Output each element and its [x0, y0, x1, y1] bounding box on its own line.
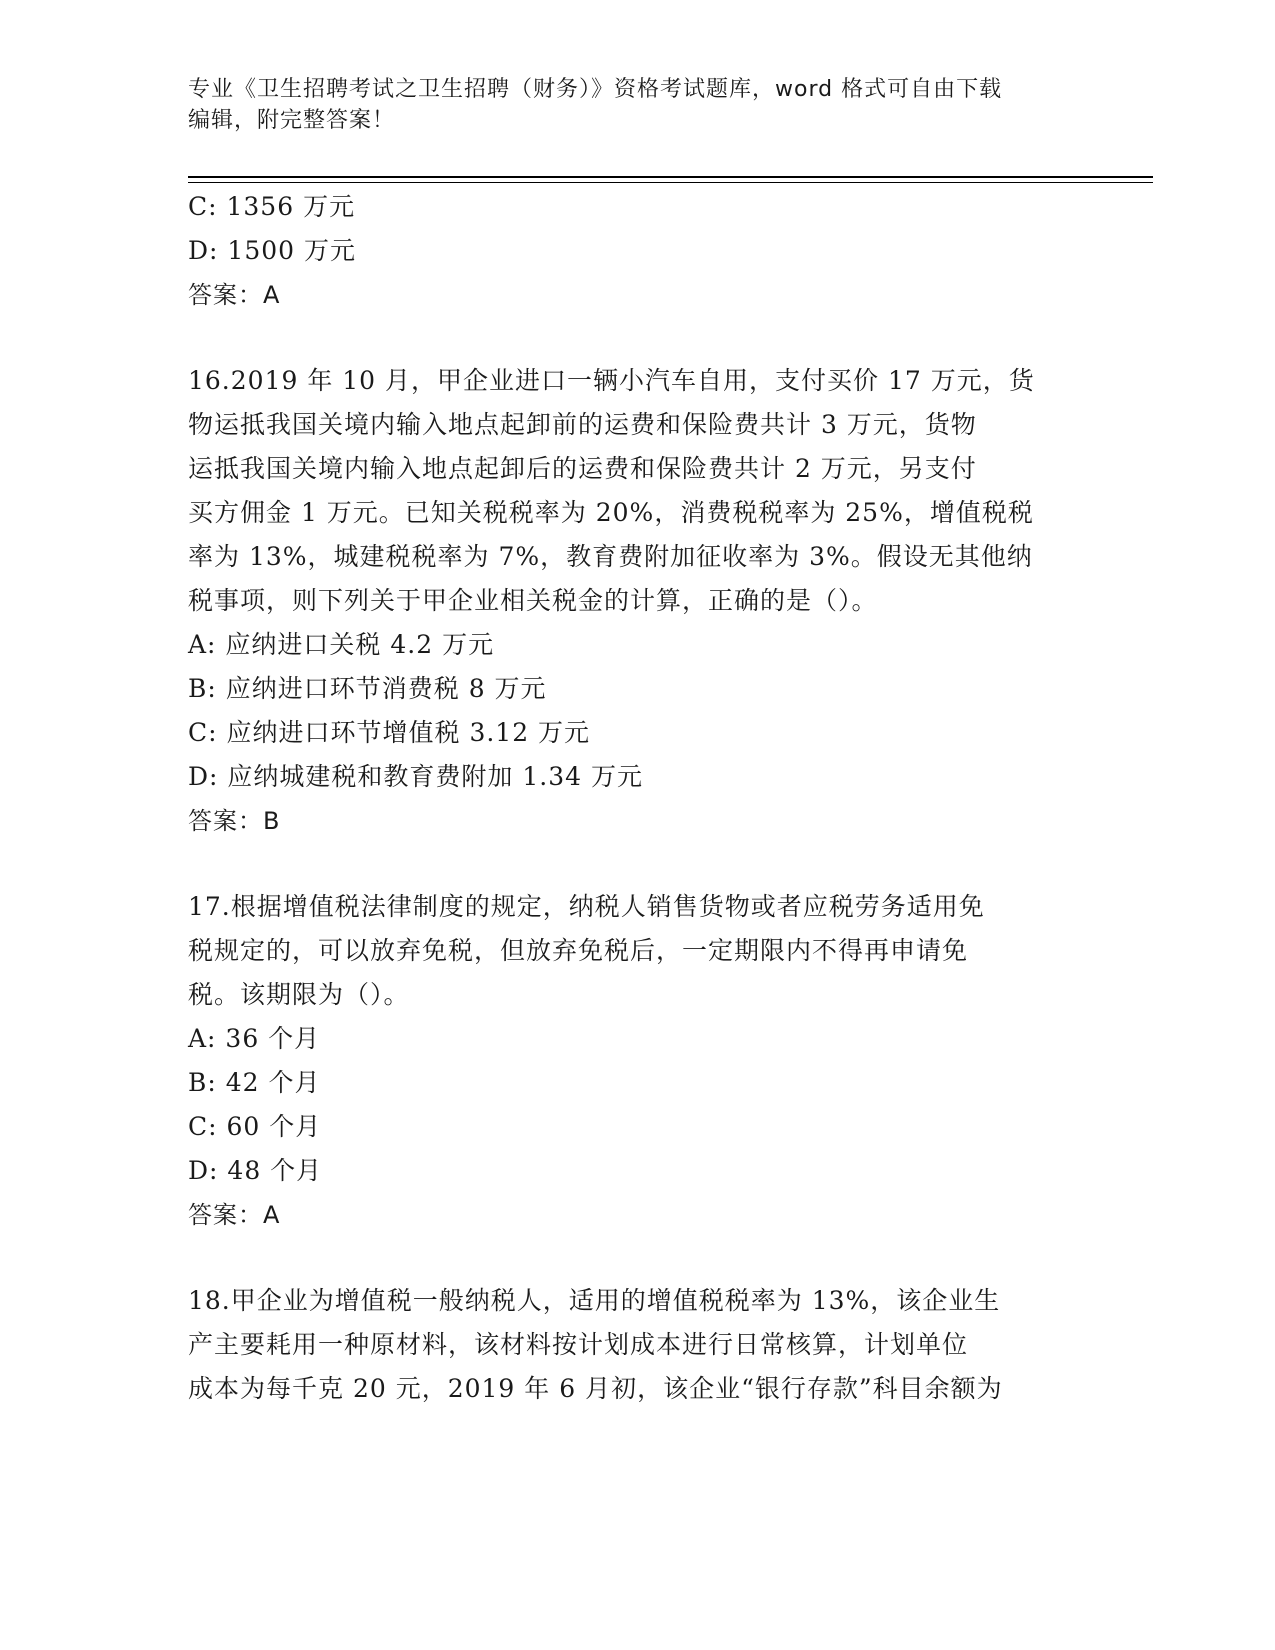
q17-option-d: D: 48 个月	[188, 1156, 323, 1185]
q16-line: 物运抵我国关境内输入地点起卸前的运费和保险费共计 3 万元，货物	[188, 410, 977, 439]
q16-option-b: B: 应纳进口环节消费税 8 万元	[188, 674, 547, 703]
q16-line: 运抵我国关境内输入地点起卸后的运费和保险费共计 2 万元，另支付	[188, 454, 977, 483]
q18-line: 成本为每千克 20 元，2019 年 6 月初，该企业“银行存款”科目余额为	[188, 1374, 1003, 1403]
document-header	[188, 74, 1068, 136]
q16-line: 率为 13%，城建税税率为 7%，教育费附加征收率为 3%。假设无其他纳	[188, 542, 1033, 571]
q18-line: 产主要耗用一种原材料，该材料按计划成本进行日常核算，计划单位	[188, 1330, 969, 1359]
prev-answer: 答案：A	[188, 281, 281, 309]
q16-option-a: A: 应纳进口关税 4.2 万元	[188, 630, 495, 659]
q16-line: 16.2019 年 10 月，甲企业进口一辆小汽车自用，支付买价 17 万元，货	[188, 366, 1035, 395]
q16-line: 税事项，则下列关于甲企业相关税金的计算，正确的是（）。	[188, 586, 878, 615]
q17-option-b: B: 42 个月	[188, 1068, 321, 1097]
q17-answer: 答案：A	[188, 1201, 281, 1229]
q17-line: 税。该期限为（）。	[188, 980, 410, 1009]
header-divider-thin	[188, 182, 1153, 183]
q16-answer: 答案：B	[188, 807, 281, 835]
header-divider-thick	[188, 176, 1153, 178]
header-line-2: 编辑，附完整答案！	[188, 108, 396, 133]
q16-option-d: D: 应纳城建税和教育费附加 1.34 万元	[188, 762, 643, 791]
q17-line: 税规定的，可以放弃免税，但放弃免税后，一定期限内不得再申请免	[188, 936, 969, 965]
prev-option-d: D: 1500 万元	[188, 236, 356, 265]
header-line-1: 专业《卫生招聘考试之卫生招聘（财务）》资格考试题库，word 格式可自由下载	[188, 77, 1003, 102]
q16-line: 买方佣金 1 万元。已知关税税率为 20%，消费税税率为 25%，增值税税	[188, 498, 1034, 527]
q18-line: 18.甲企业为增值税一般纳税人，适用的增值税税率为 13%，该企业生	[188, 1286, 1001, 1315]
q17-option-c: C: 60 个月	[188, 1112, 322, 1141]
prev-option-c: C: 1356 万元	[188, 192, 356, 221]
q17-line: 17.根据增值税法律制度的规定，纳税人销售货物或者应税劳务适用免	[188, 892, 985, 921]
q17-option-a: A: 36 个月	[188, 1024, 321, 1053]
q16-option-c: C: 应纳进口环节增值税 3.12 万元	[188, 718, 591, 747]
